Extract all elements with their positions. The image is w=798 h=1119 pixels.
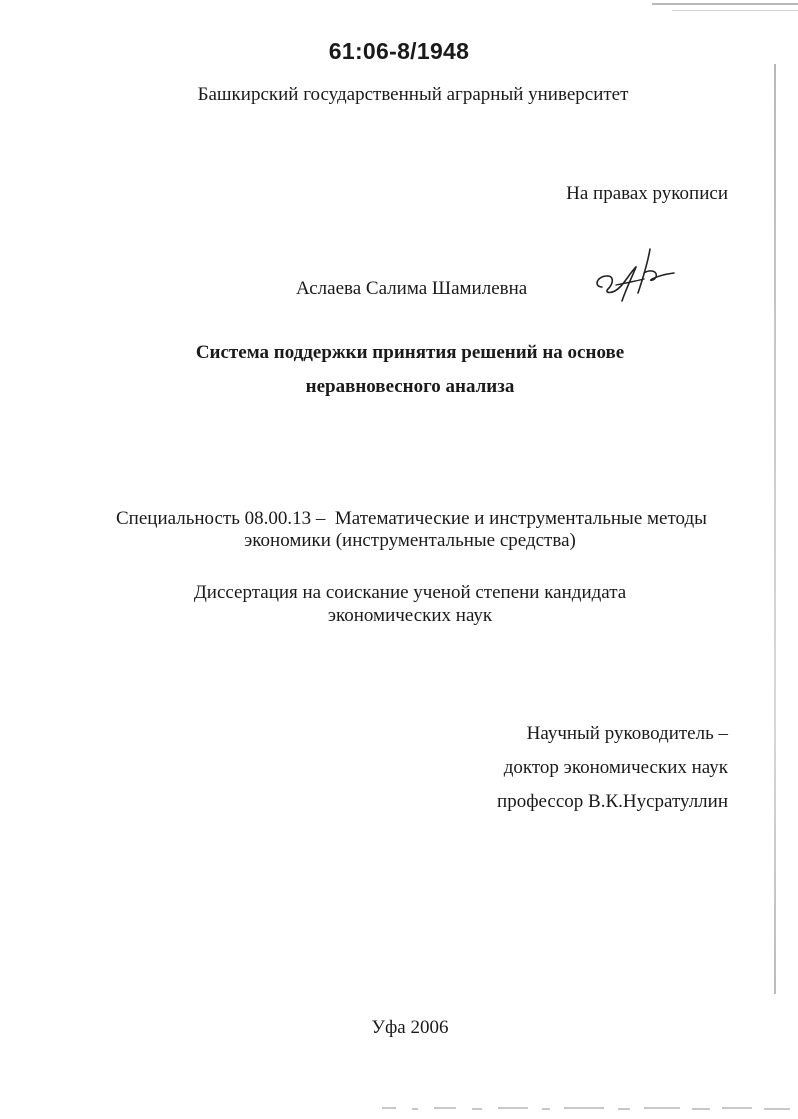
dissertation-title-line-2: неравновесного анализа bbox=[305, 376, 515, 397]
manuscript-rights-note: На правах рукописи bbox=[566, 183, 728, 204]
university-name: Башкирский государственный аграрный университет bbox=[197, 84, 629, 105]
supervisor-name: профессор В.К.Нусратуллин bbox=[497, 791, 728, 812]
scan-edge-right bbox=[774, 64, 776, 994]
specialty-line-2: экономики (инструментальные средства) bbox=[244, 530, 576, 551]
specialty-line-1: Специальность 08.00.13 – Математические и инструментальные методы bbox=[116, 508, 707, 529]
signature-icon bbox=[592, 243, 678, 309]
degree-line-2: экономических наук bbox=[327, 605, 493, 626]
scan-edge-top-secondary bbox=[672, 10, 798, 11]
archive-code: 61:06-8/1948 bbox=[328, 38, 470, 64]
supervisor-role: Научный руководитель – bbox=[526, 723, 728, 744]
dissertation-title-line-1: Система поддержки принятия решений на основе bbox=[195, 342, 625, 363]
city-year: Уфа 2006 bbox=[371, 1017, 449, 1038]
author-name: Аслаева Салима Шамилевна bbox=[296, 278, 528, 299]
scan-noise-bottom bbox=[372, 1103, 798, 1113]
supervisor-degree: доктор экономических наук bbox=[503, 757, 728, 778]
scan-edge-top bbox=[652, 3, 798, 5]
degree-line-1: Диссертация на соискание ученой степени кандидата bbox=[193, 582, 627, 603]
